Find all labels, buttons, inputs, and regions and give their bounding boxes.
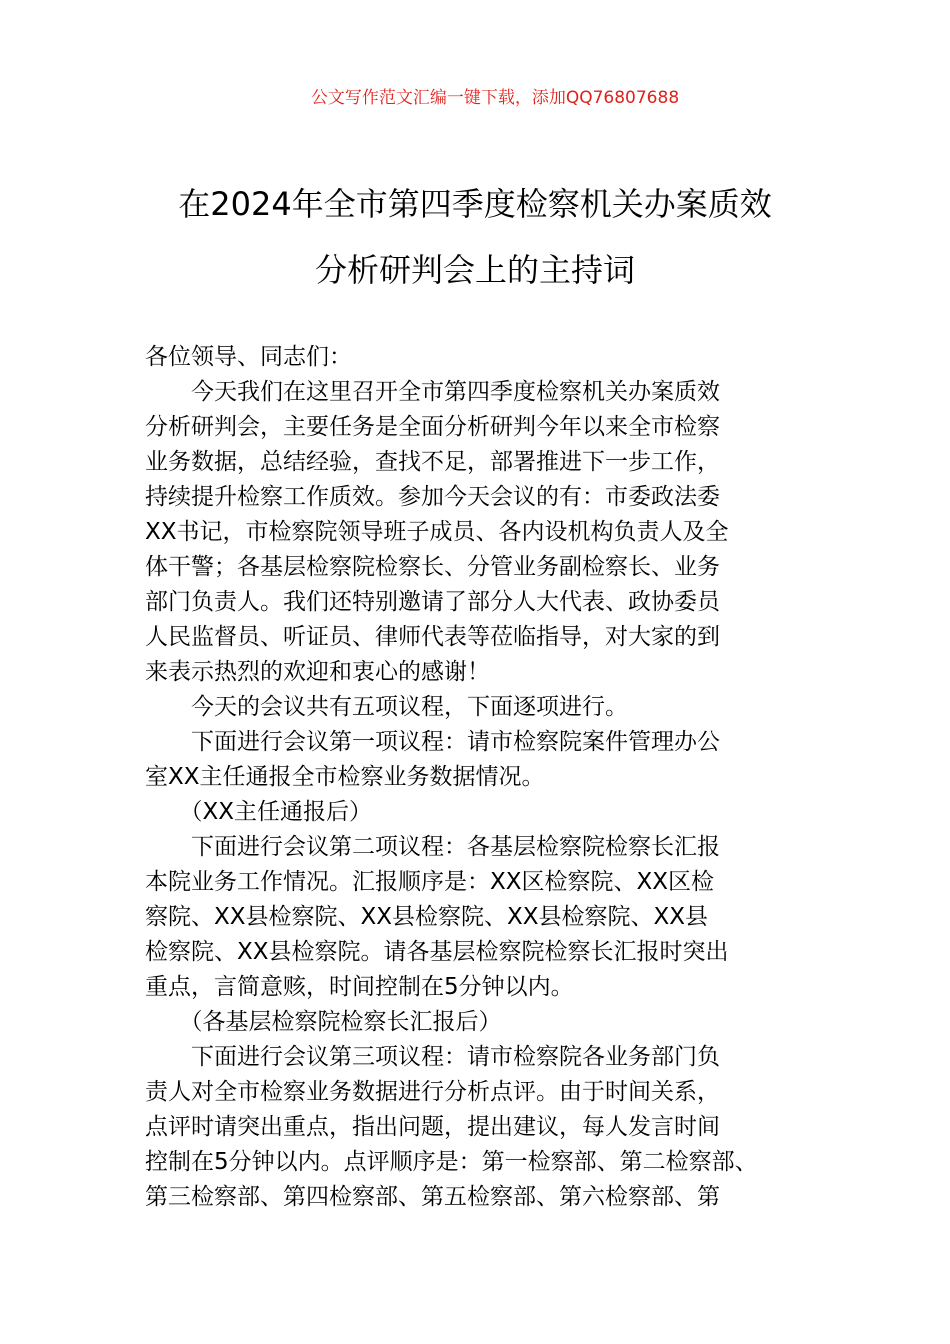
body-line: 今天我们在这里召开全市第四季度检察机关办案质效 (145, 379, 720, 405)
body-line: 下面进行会议第三项议程：请市检察院各业务部门负 (145, 1044, 720, 1070)
body-line: 部门负责人。我们还特别邀请了部分人大代表、政协委员 (145, 589, 720, 615)
body-line: 来表示热烈的欢迎和衷心的感谢！ (145, 659, 490, 685)
body-line: 控制在5分钟以内。点评顺序是：第一检察部、第二检察部、 (145, 1149, 758, 1175)
body-line: 察院、XX县检察院、XX县检察院、XX县检察院、XX县 (145, 904, 709, 930)
body-line: （XX主任通报后） (145, 799, 373, 825)
body-line: 体干警；各基层检察院检察长、分管业务副检察长、业务 (145, 554, 720, 580)
body-line: 业务数据，总结经验，查找不足，部署推进下一步工作， (145, 449, 720, 475)
document-title-line-1: 在2024年全市第四季度检察机关办案质效 (178, 185, 772, 223)
body-line: 第三检察部、第四检察部、第五检察部、第六检察部、第 (145, 1184, 720, 1210)
body-line: 人民监督员、听证员、律师代表等莅临指导，对大家的到 (145, 624, 720, 650)
body-line: 检察院、XX县检察院。请各基层检察院检察长汇报时突出 (145, 939, 729, 965)
body-line: XX书记，市检察院领导班子成员、各内设机构负责人及全 (145, 519, 729, 545)
promo-header-note: 公文写作范文汇编一键下载，添加QQ76807688 (310, 88, 680, 108)
body-line: 持续提升检察工作质效。参加今天会议的有：市委政法委 (145, 484, 720, 510)
body-line: 今天的会议共有五项议程，下面逐项进行。 (145, 694, 628, 720)
document-body (145, 340, 815, 1215)
body-line: 各位领导、同志们： (145, 344, 352, 370)
body-line: （各基层检察院检察长汇报后） (145, 1009, 502, 1035)
body-line: 分析研判会，主要任务是全面分析研判今年以来全市检察 (145, 414, 720, 440)
body-line: 下面进行会议第二项议程：各基层检察院检察长汇报 (145, 834, 720, 860)
body-line: 责人对全市检察业务数据进行分析点评。由于时间关系， (145, 1079, 720, 1105)
body-line: 重点，言简意赅，时间控制在5分钟以内。 (145, 974, 574, 1000)
body-line: 点评时请突出重点，指出问题，提出建议，每人发言时间 (145, 1114, 720, 1140)
body-line: 本院业务工作情况。汇报顺序是：XX区检察院、XX区检 (145, 869, 715, 895)
body-line: 室XX主任通报全市检察业务数据情况。 (145, 764, 545, 790)
body-line: 下面进行会议第一项议程：请市检察院案件管理办公 (145, 729, 720, 755)
document-title-line-2: 分析研判会上的主持词 (314, 251, 635, 289)
